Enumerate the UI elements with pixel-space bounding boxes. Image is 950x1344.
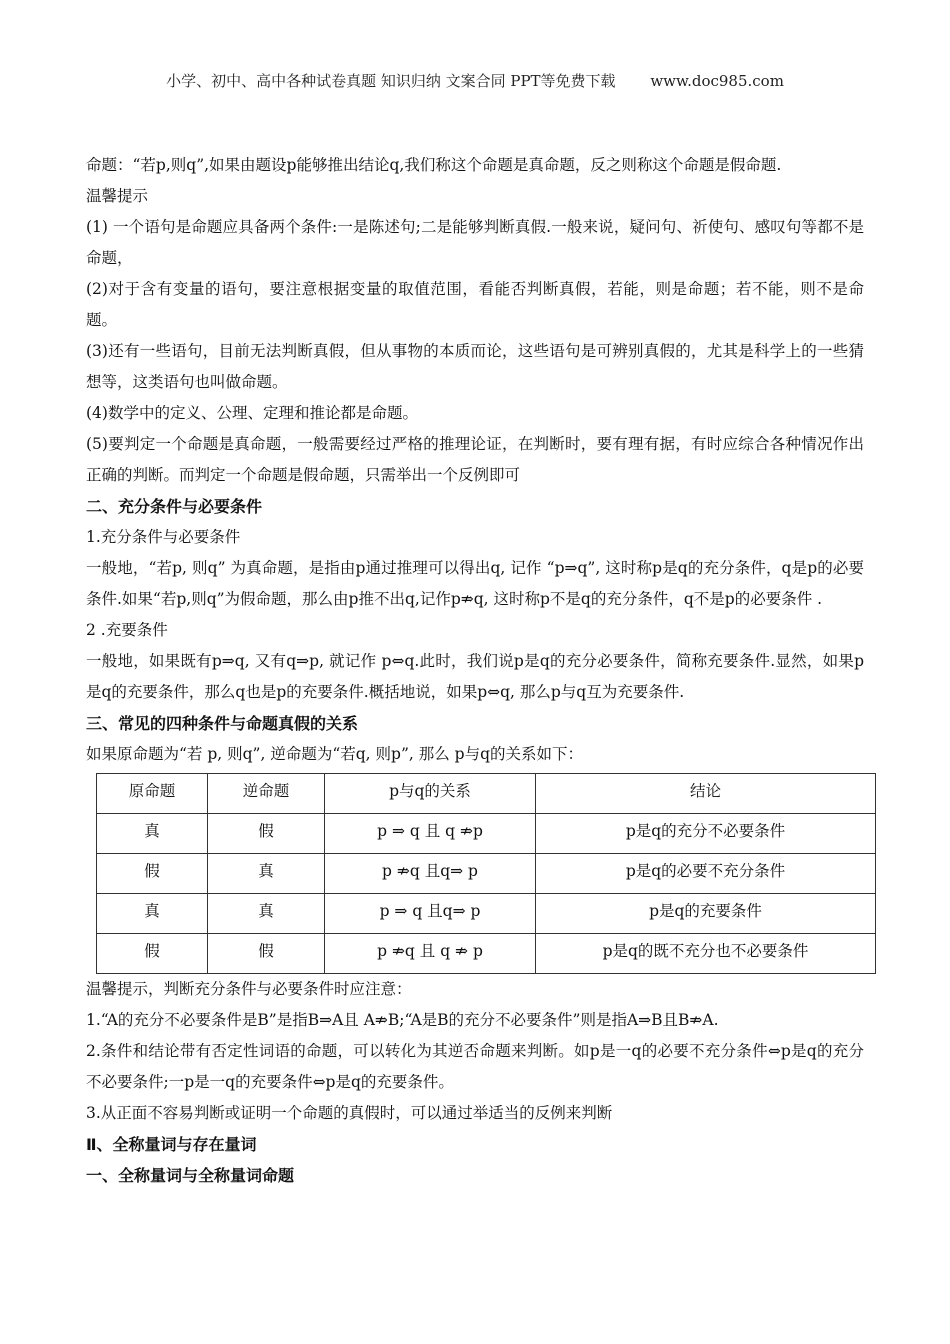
- subsection-heading: 1.充分条件与必要条件: [86, 528, 241, 546]
- table-cell: p是q的充分不必要条件: [536, 814, 876, 854]
- table-cell: p ⇒ q 且 q ⇏p: [325, 814, 536, 854]
- tip-title: 温馨提示，判断充分条件与必要条件时应注意：: [86, 980, 412, 998]
- table-cell: 真: [97, 894, 208, 934]
- table-cell: 假: [208, 814, 325, 854]
- tip-item: 2.条件和结论带有否定性词语的命题，可以转化为其逆否命题来判断。如p是一q的必要不充分条件⇔p是q的充分不必要条件;一p是一q的充要条件⇔p是q的充要条件。: [86, 1042, 864, 1091]
- conditions-table: [96, 773, 876, 974]
- section-heading: 三、常见的四种条件与命题真假的关系: [86, 714, 359, 733]
- header-site-link[interactable]: www.doc985.com: [650, 72, 784, 90]
- table-cell: p ⇒ q 且q⇒ p: [325, 894, 536, 934]
- part-heading: Ⅱ、全称量词与存在量词: [86, 1135, 257, 1154]
- table-header-row: [97, 774, 876, 814]
- table-row: [97, 934, 876, 974]
- header-text: 小学、初中、高中各种试卷真题 知识归纳 文案合同 PPT等免费下载: [166, 72, 616, 90]
- table-cell: 真: [208, 854, 325, 894]
- tip-item: (1) 一个语句是命题应具备两个条件:一是陈述句;二是能够判断真假.一般来说，疑问句、祈使句、感叹句等都不是命题，: [86, 218, 864, 267]
- table-row: [97, 854, 876, 894]
- paragraph: 如果原命题为“若 p, 则q”, 逆命题为“若q, 则p”, 那么 p与q的关系如下：: [86, 745, 584, 763]
- table-cell: 真: [97, 814, 208, 854]
- table-header-cell: 结论: [536, 774, 876, 814]
- tip-item: (5)要判定一个命题是真命题，一般需要经过严格的推理论证，在判断时，要有理有据，有时应综合各种情况作出正确的判断。而判定一个命题是假命题，只需举出一个反例即可: [86, 435, 864, 484]
- tip-item: (2)对于含有变量的语句，要注意根据变量的取值范围，看能否判断真假，若能，则是命题；若不能，则不是命题。: [86, 280, 864, 329]
- tip-item: 3.从正面不容易判断或证明一个命题的真假时，可以通过举适当的反例来判断: [86, 1104, 613, 1122]
- paragraph: 一般地，“若p, 则q” 为真命题，是指由p通过推理可以得出q, 记作 “p⇒q”, 这时称p是q的充分条件，q是p的必要条件.如果“若p,则q”为假命题，那么由p推不出q,记作p⇏q, 这时称p不是q的充分条件，q不是p的必要条件 .: [86, 559, 864, 608]
- table-cell: p ⇏q 且q⇒ p: [325, 854, 536, 894]
- subsection-heading: 2 .充要条件: [86, 621, 168, 639]
- table-row: [97, 894, 876, 934]
- main-content: [86, 150, 864, 1191]
- table-cell: 假: [208, 934, 325, 974]
- section-heading: 二、充分条件与必要条件: [86, 497, 263, 516]
- table-cell: 真: [208, 894, 325, 934]
- paragraph: 一般地，如果既有p⇒q, 又有q⇒p, 就记作 p⇔q.此时，我们说p是q的充分必要条件，简称充要条件.显然，如果p是q的充要条件，那么q也是p的充要条件.概括地说，如果p⇔q, 那么p与q互为充要条件.: [86, 652, 864, 701]
- table-cell: p是q的必要不充分条件: [536, 854, 876, 894]
- table-header-cell: p与q的关系: [325, 774, 536, 814]
- table-cell: p是q的充要条件: [536, 894, 876, 934]
- page-header: [0, 70, 950, 91]
- tip-item: 1.“A的充分不必要条件是B”是指B⇒A且 A⇏B;“A是B的充分不必要条件”则是指A⇒B且B⇏A.: [86, 1011, 719, 1029]
- tip-item: (4)数学中的定义、公理、定理和推论都是命题。: [86, 404, 418, 422]
- table-row: [97, 814, 876, 854]
- table-cell: p是q的既不充分也不必要条件: [536, 934, 876, 974]
- table-header-cell: 逆命题: [208, 774, 325, 814]
- table-cell: 假: [97, 934, 208, 974]
- table-cell: p ⇏q 且 q ⇏ p: [325, 934, 536, 974]
- table-header-cell: 原命题: [97, 774, 208, 814]
- tip-title: 温馨提示: [86, 187, 149, 205]
- table-cell: 假: [97, 854, 208, 894]
- section-heading: 一、全称量词与全称量词命题: [86, 1166, 295, 1185]
- tip-item: (3)还有一些语句，目前无法判断真假，但从事物的本质而论，这些语句是可辨别真假的，尤其是科学上的一些猜想等，这类语句也叫做命题。: [86, 342, 864, 391]
- proposition-definition: 命题：“若p,则q”,如果由题设p能够推出结论q,我们称这个命题是真命题，反之则称这个命题是假命题.: [86, 156, 782, 174]
